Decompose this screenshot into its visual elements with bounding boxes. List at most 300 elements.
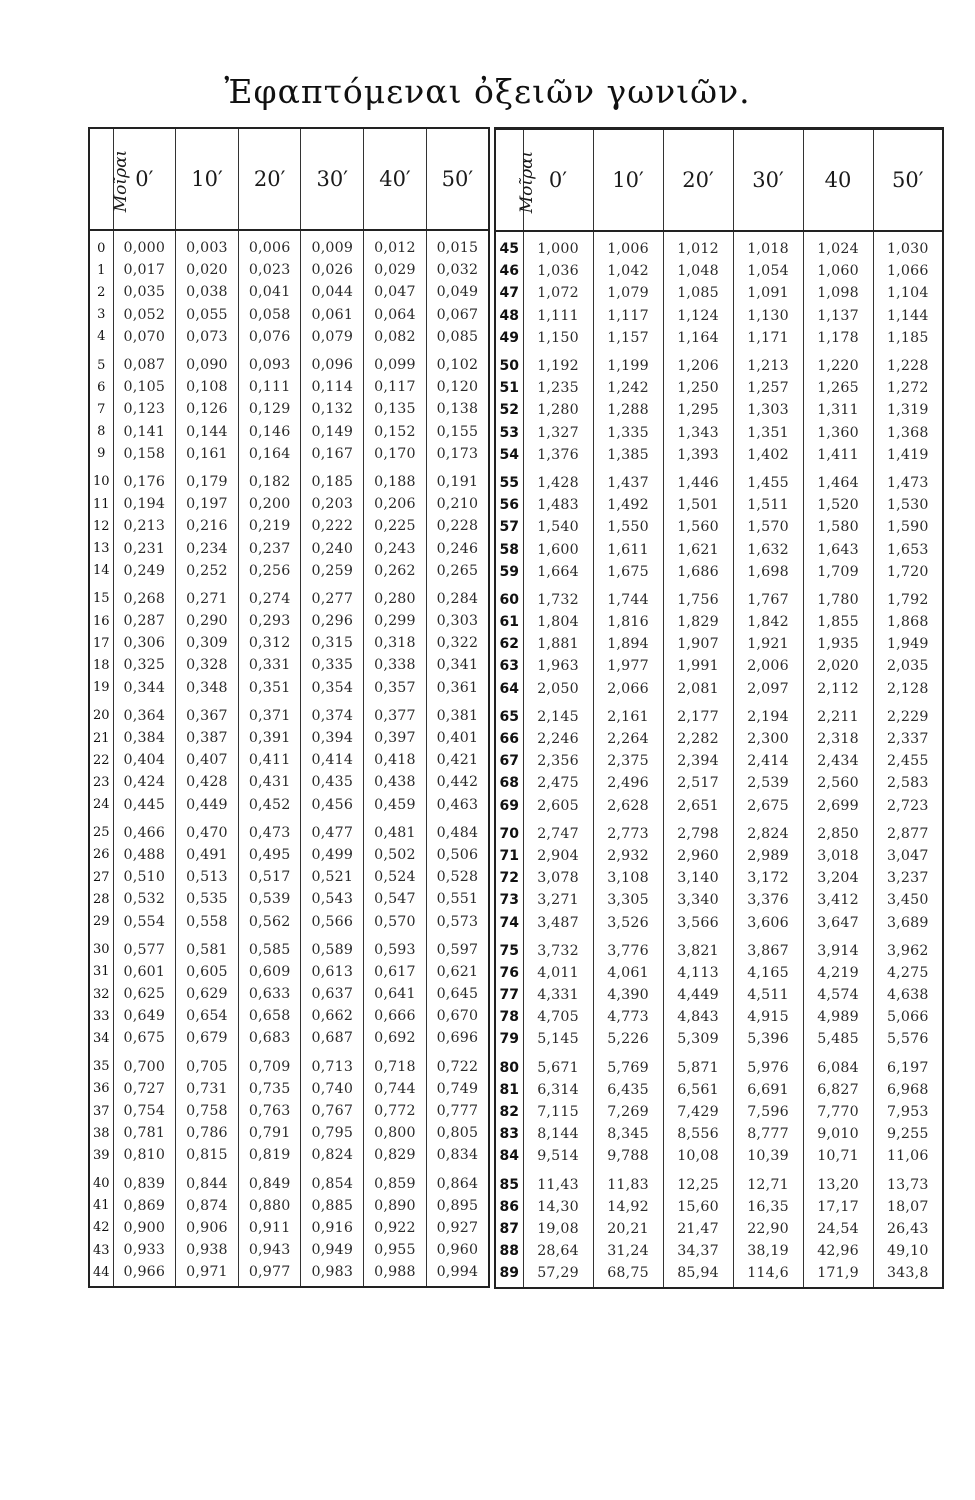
degree-cell: 42	[92, 1220, 110, 1236]
tangent-value-cell: 2,128	[873, 678, 943, 703]
table-row	[495, 1262, 943, 1288]
tangent-value-cell: 14,92	[593, 1196, 663, 1218]
tangent-value-cell: 8,345	[593, 1123, 663, 1145]
tangent-value-cell: 0,049	[426, 281, 489, 303]
tangent-value-cell: 2,434	[803, 750, 873, 772]
tangent-value-cell: 3,732	[523, 937, 593, 962]
table-row	[495, 795, 943, 820]
tangent-value-cell: 3,047	[873, 845, 943, 867]
tangent-value-cell: 1,590	[873, 516, 943, 538]
tangent-value-cell: 0,377	[364, 702, 427, 727]
tangent-value-cell: 0,470	[176, 819, 239, 844]
tangent-value-cell: 0,129	[238, 398, 301, 420]
tangent-value-cell: 0,539	[238, 888, 301, 910]
tangent-value-cell: 8,144	[523, 1123, 593, 1145]
tangent-value-cell: 5,396	[733, 1028, 803, 1053]
degree-cell: 47	[495, 282, 523, 304]
tangent-value-cell: 0,325	[113, 654, 176, 676]
table-row	[495, 516, 943, 538]
degree-cell: 78	[495, 1006, 523, 1028]
tangent-value-cell: 2,414	[733, 750, 803, 772]
tangent-value-cell: 0,927	[426, 1217, 489, 1239]
degree-cell: 0	[97, 240, 106, 256]
tangent-value-cell: 0,073	[176, 326, 239, 351]
table-row	[495, 1123, 943, 1145]
table-row	[495, 611, 943, 633]
tangent-value-cell: 0,641	[364, 983, 427, 1005]
tangent-value-cell: 0,524	[364, 866, 427, 888]
tangent-value-cell: 0,506	[426, 844, 489, 866]
table-row	[89, 1239, 489, 1261]
tangent-value-cell: 0,452	[238, 794, 301, 819]
tangent-value-cell: 2,145	[523, 703, 593, 728]
degree-cell: 63	[495, 655, 523, 677]
tangent-value-cell: 6,827	[803, 1079, 873, 1101]
table-row	[89, 560, 489, 585]
tangent-value-cell: 4,061	[593, 962, 663, 984]
degree-cell: 4	[97, 329, 106, 345]
tangent-value-cell: 0,510	[113, 866, 176, 888]
table-row	[89, 983, 489, 1005]
tangent-value-cell: 5,671	[523, 1054, 593, 1079]
tangent-value-cell: 0,662	[301, 1005, 364, 1027]
tangent-value-cell: 0,404	[113, 749, 176, 771]
table-row	[89, 421, 489, 443]
tangent-value-cell: 0,357	[364, 677, 427, 702]
table-row	[495, 1171, 943, 1196]
degree-cell: 51	[495, 377, 523, 399]
spacer-cell	[238, 230, 301, 237]
tangent-value-cell: 0,418	[364, 749, 427, 771]
tangent-value-cell: 3,305	[593, 889, 663, 911]
tangent-value-cell: 1,265	[803, 377, 873, 399]
table-row	[495, 911, 943, 936]
tangent-value-cell: 0,683	[238, 1027, 301, 1052]
tangent-value-cell: 0,144	[176, 421, 239, 443]
tangent-value-cell: 0,880	[238, 1195, 301, 1217]
tangent-value-cell: 1,868	[873, 611, 943, 633]
degree-cell: 33	[92, 1008, 110, 1024]
table-row	[495, 889, 943, 911]
tangent-value-cell: 0,705	[176, 1053, 239, 1078]
tangent-value-cell: 0,061	[301, 304, 364, 326]
tangent-value-cell: 1,079	[593, 282, 663, 304]
tangent-value-cell: 0,070	[113, 326, 176, 351]
tangent-value-cell: 1,464	[803, 469, 873, 494]
tangent-value-cell: 1,091	[733, 282, 803, 304]
tangent-value-cell: 0,517	[238, 866, 301, 888]
tangent-value-cell: 0,767	[301, 1100, 364, 1122]
tangent-value-cell: 0,161	[176, 443, 239, 468]
degree-cell: 81	[495, 1079, 523, 1101]
tangent-value-cell: 0,573	[426, 910, 489, 935]
tangent-value-cell: 1,228	[873, 352, 943, 377]
tangent-value-cell: 0,633	[238, 983, 301, 1005]
tangent-value-cell: 0,605	[176, 961, 239, 983]
tangent-value-cell: 3,237	[873, 867, 943, 889]
tangent-value-cell: 2,050	[523, 678, 593, 703]
tangent-value-cell: 2,877	[873, 820, 943, 845]
tangent-value-cell: 1,066	[873, 260, 943, 282]
tangent-value-cell: 1,732	[523, 586, 593, 611]
degree-cell: 73	[495, 889, 523, 911]
tangent-value-cell: 0,916	[301, 1217, 364, 1239]
tangent-value-cell: 2,112	[803, 678, 873, 703]
tangent-value-cell: 1,242	[593, 377, 663, 399]
tangent-value-cell: 0,666	[364, 1005, 427, 1027]
degree-cell: 3	[97, 307, 106, 323]
tangent-value-cell: 16,35	[733, 1196, 803, 1218]
tangent-value-cell: 3,172	[733, 867, 803, 889]
spacer-cell	[426, 230, 489, 237]
tangent-value-cell: 1,272	[873, 377, 943, 399]
degree-cell: 36	[92, 1081, 110, 1097]
table-row	[495, 750, 943, 772]
tangent-value-cell: 2,066	[593, 678, 663, 703]
tangent-value-cell: 3,776	[593, 937, 663, 962]
tangent-value-cell: 0,625	[113, 983, 176, 1005]
tangent-value-cell: 0,521	[301, 866, 364, 888]
tangent-value-cell: 6,197	[873, 1054, 943, 1079]
degree-cell: 22	[92, 752, 110, 768]
tangent-value-cell: 0,849	[238, 1170, 301, 1195]
tangent-value-cell: 0,082	[364, 326, 427, 351]
tangent-value-cell: 0,237	[238, 537, 301, 559]
tangent-value-cell: 0,735	[238, 1078, 301, 1100]
table-row	[495, 399, 943, 421]
degree-cell: 54	[495, 444, 523, 469]
tangent-value-cell: 1,881	[523, 633, 593, 655]
tangent-value-cell: 0,938	[176, 1239, 239, 1261]
tangent-value-cell: 1,250	[663, 377, 733, 399]
tangent-value-cell: 0,401	[426, 727, 489, 749]
tangent-value-cell: 3,140	[663, 867, 733, 889]
tangent-value-cell: 1,767	[733, 586, 803, 611]
tangent-value-cell: 0,543	[301, 888, 364, 910]
table-row	[495, 561, 943, 586]
tangent-value-cell: 0,206	[364, 493, 427, 515]
tangent-value-cell: 0,949	[301, 1239, 364, 1261]
tangent-value-cell: 4,449	[663, 984, 733, 1006]
tangent-value-cell: 1,511	[733, 494, 803, 516]
tangent-value-cell: 0,191	[426, 468, 489, 493]
degree-cell: 40	[92, 1176, 110, 1192]
degree-cell: 58	[495, 538, 523, 560]
tangent-value-cell: 0,456	[301, 794, 364, 819]
tangent-value-cell: 0,085	[426, 326, 489, 351]
tangent-value-cell: 0,303	[426, 610, 489, 632]
tangent-value-cell: 14,30	[523, 1196, 593, 1218]
tangent-value-cell: 0,971	[176, 1261, 239, 1287]
tangent-value-cell: 1,792	[873, 586, 943, 611]
tangent-value-cell: 1,171	[733, 327, 803, 352]
degree-cell: 44	[92, 1264, 110, 1280]
tangent-value-cell: 3,821	[663, 937, 733, 962]
tangent-value-cell: 0,566	[301, 910, 364, 935]
table-row	[495, 867, 943, 889]
tangent-value-cell: 0,810	[113, 1144, 176, 1169]
tangent-value-cell: 1,520	[803, 494, 873, 516]
tangent-value-cell: 1,653	[873, 538, 943, 560]
tangent-value-cell: 0,589	[301, 936, 364, 961]
page-title: Ἐφαπτόμεναι ὀξειῶν γωνιῶν.	[224, 72, 751, 111]
tangent-value-cell: 0,906	[176, 1217, 239, 1239]
tangent-value-cell: 3,078	[523, 867, 593, 889]
table-row	[89, 702, 489, 727]
tangent-value-cell: 1,311	[803, 399, 873, 421]
tangent-value-cell: 3,450	[873, 889, 943, 911]
table-row	[89, 610, 489, 632]
tangent-value-cell: 0,499	[301, 844, 364, 866]
tangent-value-cell: 0,179	[176, 468, 239, 493]
tangent-value-cell: 85,94	[663, 1262, 733, 1288]
tangent-value-cell: 3,412	[803, 889, 873, 911]
tangent-value-cell: 4,638	[873, 984, 943, 1006]
degree-cell: 37	[92, 1103, 110, 1119]
degree-cell: 9	[97, 446, 106, 462]
tangent-value-cell: 3,647	[803, 911, 873, 936]
table-row	[89, 654, 489, 676]
tangent-value-cell: 1,419	[873, 444, 943, 469]
tangent-value-cell: 0,713	[301, 1053, 364, 1078]
minute-header: 0′	[523, 129, 593, 232]
tangent-value-cell: 0,679	[176, 1027, 239, 1052]
table-row	[89, 1261, 489, 1287]
tangent-value-cell: 2,583	[873, 772, 943, 794]
tangent-value-cell: 0,044	[301, 281, 364, 303]
degree-header: Μοῖραι	[495, 129, 523, 232]
degree-cell: 61	[495, 611, 523, 633]
tangent-value-cell: 0,052	[113, 304, 176, 326]
tangent-value-cell: 0,252	[176, 560, 239, 585]
degree-cell: 29	[92, 914, 110, 930]
tangent-value-cell: 0,367	[176, 702, 239, 727]
tangent-value-cell: 5,871	[663, 1054, 733, 1079]
tangent-value-cell: 4,915	[733, 1006, 803, 1028]
table-row	[495, 703, 943, 728]
degree-cell: 57	[495, 516, 523, 538]
tangent-value-cell: 0,146	[238, 421, 301, 443]
tangent-value-cell: 0,120	[426, 376, 489, 398]
tangent-value-cell: 4,390	[593, 984, 663, 1006]
tangent-value-cell: 2,932	[593, 845, 663, 867]
tangent-value-cell: 0,815	[176, 1144, 239, 1169]
tangent-value-cell: 0,351	[238, 677, 301, 702]
table-row	[89, 1078, 489, 1100]
table-row	[89, 1217, 489, 1239]
tangent-value-cell: 0,834	[426, 1144, 489, 1169]
minute-header: 20′	[663, 129, 733, 232]
table-row	[89, 376, 489, 398]
tangent-value-cell: 6,968	[873, 1079, 943, 1101]
tangent-value-cell: 0,149	[301, 421, 364, 443]
tangent-value-cell: 3,108	[593, 867, 663, 889]
tangent-value-cell: 15,60	[663, 1196, 733, 1218]
tangent-value-cell: 1,483	[523, 494, 593, 516]
tangent-value-cell: 2,539	[733, 772, 803, 794]
tangent-value-cell: 0,484	[426, 819, 489, 844]
tangent-value-cell: 0,955	[364, 1239, 427, 1261]
table-row	[495, 772, 943, 794]
table-row	[495, 1028, 943, 1053]
tangent-value-cell: 31,24	[593, 1240, 663, 1262]
tangent-value-cell: 2,798	[663, 820, 733, 845]
tangent-value-cell: 3,606	[733, 911, 803, 936]
tangent-value-cell: 4,843	[663, 1006, 733, 1028]
minute-header: 50′	[873, 129, 943, 232]
tangent-value-cell: 1,907	[663, 633, 733, 655]
table-row	[89, 677, 489, 702]
tangent-value-cell: 3,566	[663, 911, 733, 936]
tangent-value-cell: 0,718	[364, 1053, 427, 1078]
tangent-value-cell: 2,517	[663, 772, 733, 794]
tangent-value-cell: 1,385	[593, 444, 663, 469]
table-row	[89, 749, 489, 771]
tangent-value-cell: 1,473	[873, 469, 943, 494]
tangent-value-cell: 0,722	[426, 1053, 489, 1078]
tangent-value-cell: 1,393	[663, 444, 733, 469]
tangent-value-cell: 1,192	[523, 352, 593, 377]
tangent-value-cell: 0,203	[301, 493, 364, 515]
tangent-value-cell: 1,288	[593, 399, 663, 421]
tangent-value-cell: 1,411	[803, 444, 873, 469]
tangent-value-cell: 7,596	[733, 1101, 803, 1123]
tangent-value-cell: 1,560	[663, 516, 733, 538]
tangent-value-cell: 0,290	[176, 610, 239, 632]
tangent-value-cell: 1,686	[663, 561, 733, 586]
degree-cell: 88	[495, 1240, 523, 1262]
tangent-value-cell: 0,983	[301, 1261, 364, 1287]
table-row	[495, 984, 943, 1006]
tangent-value-cell: 0,994	[426, 1261, 489, 1287]
table-row	[89, 281, 489, 303]
spacer-cell	[733, 231, 803, 238]
tangent-value-cell: 0,854	[301, 1170, 364, 1195]
tangent-value-cell: 0,637	[301, 983, 364, 1005]
tangent-value-cell: 1,621	[663, 538, 733, 560]
tangent-value-cell: 2,989	[733, 845, 803, 867]
tangent-value-cell: 0,015	[426, 237, 489, 259]
tangent-value-cell: 5,976	[733, 1054, 803, 1079]
tangent-value-cell: 21,47	[663, 1218, 733, 1240]
tangent-value-cell: 0,038	[176, 281, 239, 303]
degree-cell: 59	[495, 561, 523, 586]
tangent-value-cell: 0,055	[176, 304, 239, 326]
tangent-value-cell: 1,816	[593, 611, 663, 633]
tangent-value-cell: 0,593	[364, 936, 427, 961]
tangent-value-cell: 1,991	[663, 655, 733, 677]
tangent-value-cell: 0,026	[301, 259, 364, 281]
tangent-value-cell: 1,643	[803, 538, 873, 560]
tangent-value-cell: 1,368	[873, 422, 943, 444]
tangent-value-cell: 0,271	[176, 585, 239, 610]
tangent-value-cell: 0,658	[238, 1005, 301, 1027]
tangent-value-cell: 0,155	[426, 421, 489, 443]
tangent-value-cell: 2,605	[523, 795, 593, 820]
tangent-value-cell: 0,182	[238, 468, 301, 493]
tangent-value-cell: 1,098	[803, 282, 873, 304]
tangent-value-cell: 1,949	[873, 633, 943, 655]
tangent-value-cell: 0,977	[238, 1261, 301, 1287]
table-row	[495, 1240, 943, 1262]
tangent-value-cell: 0,243	[364, 537, 427, 559]
tangent-value-cell: 0,219	[238, 515, 301, 537]
table-row	[89, 468, 489, 493]
tangent-value-cell: 0,933	[113, 1239, 176, 1261]
degree-cell: 89	[495, 1262, 523, 1288]
tangent-value-cell: 0,158	[113, 443, 176, 468]
tangent-value-cell: 0,262	[364, 560, 427, 585]
tangent-value-cell: 2,337	[873, 728, 943, 750]
tangent-value-cell: 1,963	[523, 655, 593, 677]
tangent-value-cell: 0,029	[364, 259, 427, 281]
tangent-value-cell: 0,874	[176, 1195, 239, 1217]
table-row	[495, 1145, 943, 1170]
tangent-value-cell: 0,249	[113, 560, 176, 585]
tangent-value-cell: 5,485	[803, 1028, 873, 1053]
tangent-value-cell: 1,501	[663, 494, 733, 516]
table-row	[89, 585, 489, 610]
tangent-value-cell: 2,824	[733, 820, 803, 845]
table-row	[495, 238, 943, 260]
table-row	[89, 936, 489, 961]
tangent-value-cell: 0,315	[301, 632, 364, 654]
tangent-value-cell: 28,64	[523, 1240, 593, 1262]
tangent-value-cell: 0,265	[426, 560, 489, 585]
tangent-value-cell: 0,744	[364, 1078, 427, 1100]
minute-header: 0′	[113, 128, 176, 230]
tangent-value-cell: 7,770	[803, 1101, 873, 1123]
tangent-value-cell: 0,152	[364, 421, 427, 443]
tangent-value-cell: 9,514	[523, 1145, 593, 1170]
degree-cell: 86	[495, 1196, 523, 1218]
tangent-value-cell: 2,081	[663, 678, 733, 703]
tangent-value-cell: 0,864	[426, 1170, 489, 1195]
tangent-value-cell: 18,07	[873, 1196, 943, 1218]
tangent-value-cell: 1,935	[803, 633, 873, 655]
tangent-value-cell: 0,299	[364, 610, 427, 632]
tangent-value-cell: 0,551	[426, 888, 489, 910]
tangent-value-cell: 0,234	[176, 537, 239, 559]
tangent-value-cell: 2,394	[663, 750, 733, 772]
tangent-value-cell: 1,111	[523, 305, 593, 327]
degree-cell: 82	[495, 1101, 523, 1123]
degree-cell: 7	[97, 401, 106, 417]
tangent-value-cell: 0,597	[426, 936, 489, 961]
degree-cell: 6	[97, 379, 106, 395]
degree-cell: 67	[495, 750, 523, 772]
tangent-value-cell: 2,850	[803, 820, 873, 845]
tangent-value-cell: 1,157	[593, 327, 663, 352]
tangent-table-right	[494, 127, 944, 1289]
tangent-value-cell: 6,084	[803, 1054, 873, 1079]
tangent-value-cell: 4,331	[523, 984, 593, 1006]
tangent-value-cell: 0,138	[426, 398, 489, 420]
header-row	[89, 128, 489, 230]
table-row	[495, 633, 943, 655]
tangent-value-cell: 0,306	[113, 632, 176, 654]
tangent-value-cell: 2,300	[733, 728, 803, 750]
tangent-value-cell: 1,455	[733, 469, 803, 494]
tangent-value-cell: 0,943	[238, 1239, 301, 1261]
spacer-cell	[364, 230, 427, 237]
tangent-value-cell: 1,376	[523, 444, 593, 469]
tangent-value-cell: 2,097	[733, 678, 803, 703]
tangent-value-cell: 0,890	[364, 1195, 427, 1217]
tangent-value-cell: 0,869	[113, 1195, 176, 1217]
tangent-value-cell: 24,54	[803, 1218, 873, 1240]
tangent-value-cell: 1,220	[803, 352, 873, 377]
